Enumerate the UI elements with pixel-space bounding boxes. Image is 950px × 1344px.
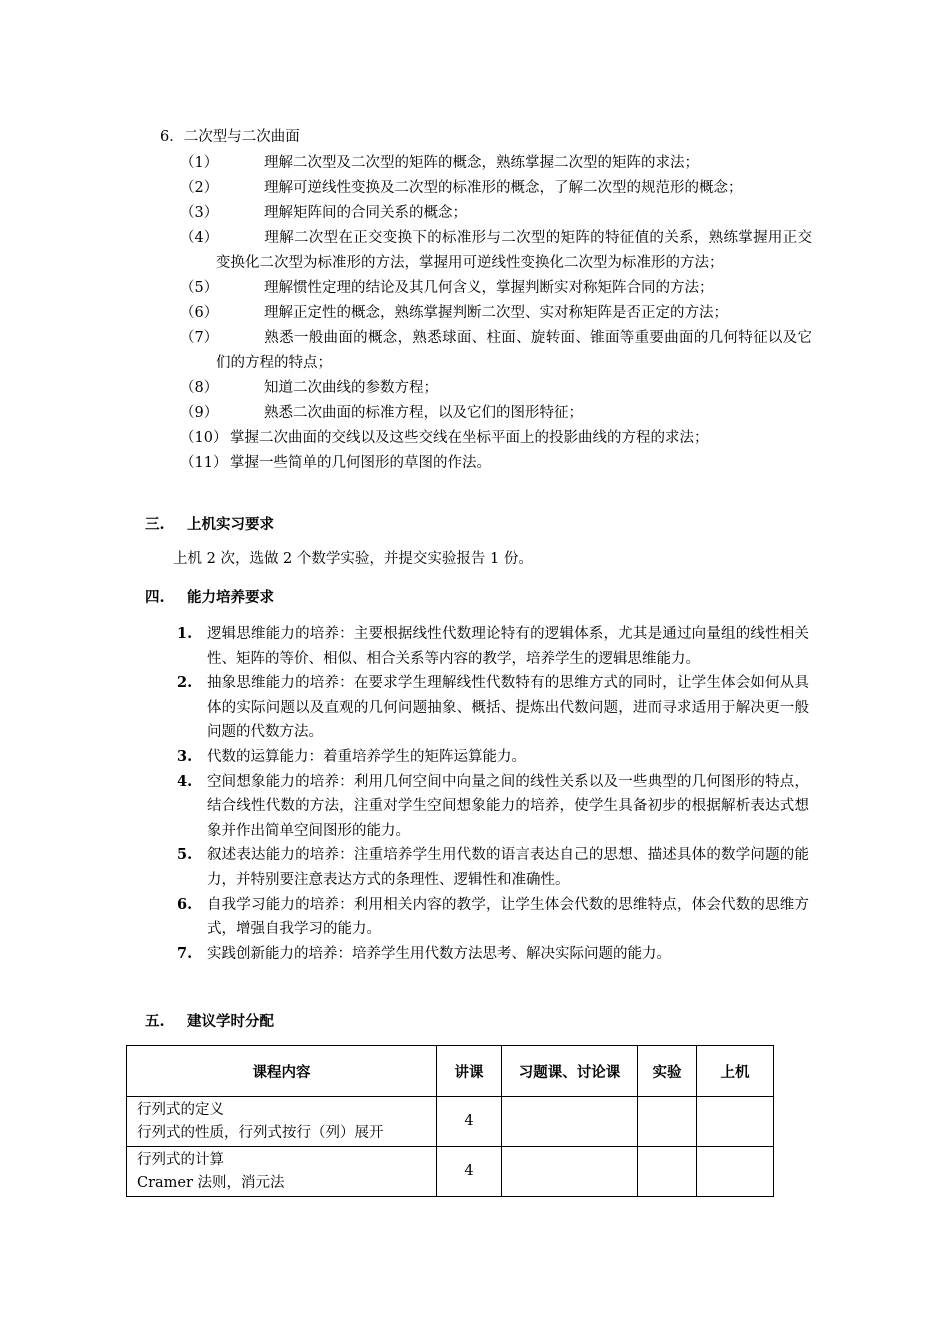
list-item: （11） 掌握一些简单的几何图形的草图的作法。 <box>180 455 491 471</box>
list-item: 1. 逻辑思维能力的培养：主要根据线性代数理论特有的逻辑体系，尤其是通过向量组的线性相关性、矩阵的等价、相似、相合关系等内容的教学，培养学生的逻辑思维能力。 <box>177 625 809 667</box>
header-exercise: 习题课、讨论课 <box>502 1046 638 1097</box>
experiment-cell <box>638 1097 697 1147</box>
header-computer: 上机 <box>697 1046 774 1097</box>
section-4-heading: 四. 能力培养要求 <box>145 589 274 606</box>
section-3-heading: 三. 上机实习要求 <box>145 516 274 533</box>
list-item: （9） 熟悉二次曲面的标准方程，以及它们的图形特征； <box>180 405 583 421</box>
list-item: （4） 理解二次型在正交变换下的标准形与二次型的矩阵的特征值的关系，熟练掌握用正交变换化二次型为标准形的方法，掌握用可逆线性变换化二次型为标准形的方法； <box>180 230 812 271</box>
list-item: 7. 实践创新能力的培养：培养学生用代数方法思考、解决实际问题的能力。 <box>177 944 671 962</box>
schedule-table <box>126 1045 774 1197</box>
lecture-cell: 4 <box>437 1147 502 1197</box>
list-item: （5） 理解惯性定理的结论及其几何含义，掌握判断实对称矩阵合同的方法； <box>180 280 714 296</box>
list-item: 3. 代数的运算能力：着重培养学生的矩阵运算能力。 <box>177 747 526 765</box>
list-item: （6） 理解正定性的概念，熟练掌握判断二次型、实对称矩阵是否正定的方法； <box>180 305 728 321</box>
list-item: （1） 理解二次型及二次型的矩阵的概念，熟练掌握二次型的矩阵的求法； <box>180 155 699 171</box>
computer-cell <box>697 1147 774 1197</box>
section-4-list <box>177 622 809 966</box>
list-item: 4. 空间想象能力的培养：利用几何空间中向量之间的线性关系以及一些典型的几何图形的特点，结合线性代数的方法，注重对学生空间想象能力的培养，使学生具备初步的根据解析表达式想象并作出简单空间图形的能力。 <box>177 772 809 839</box>
section-5-heading: 五. 建议学时分配 <box>145 1013 274 1030</box>
list-item: （3） 理解矩阵间的合同关系的概念； <box>180 205 467 221</box>
list-item: （8） 知道二次曲线的参数方程； <box>180 380 438 396</box>
computer-cell <box>697 1097 774 1147</box>
list-item: （2） 理解可逆线性变换及二次型的标准形的概念，了解二次型的规范形的概念； <box>180 180 743 196</box>
list-item: （10） 掌握二次曲面的交线以及这些交线在坐标平面上的投影曲线的方程的求法； <box>180 430 709 446</box>
section-6-title: 6．二次型与二次曲面 <box>160 129 300 145</box>
table-row <box>127 1147 774 1197</box>
content-cell: 行列式的定义 行列式的性质，行列式按行（列）展开 <box>127 1097 437 1147</box>
list-item: 6. 自我学习能力的培养：利用相关内容的教学，让学生体会代数的思维特点，体会代数的思维方式，增强自我学习的能力。 <box>177 895 809 938</box>
table-row <box>127 1097 774 1147</box>
list-item: （7） 熟悉一般曲面的概念，熟悉球面、柱面、旋转面、锥面等重要曲面的几何特征以及它们的方程的特点； <box>180 330 812 371</box>
list-item: 5. 叙述表达能力的培养：注重培养学生用代数的语言表达自己的思想、描述具体的数学问题的能力，并特别要注意表达方式的条理性、逻辑性和准确性。 <box>177 846 809 888</box>
header-content: 课程内容 <box>127 1046 437 1097</box>
header-experiment: 实验 <box>638 1046 697 1097</box>
table-header-row <box>127 1046 774 1097</box>
content-cell: 行列式的计算 Cramer 法则，消元法 <box>127 1147 437 1197</box>
lecture-cell: 4 <box>437 1097 502 1147</box>
section-3-text: 上机 2 次，选做 2 个数学实验，并提交实验报告 1 份。 <box>173 551 533 567</box>
experiment-cell <box>638 1147 697 1197</box>
header-lecture: 讲课 <box>437 1046 502 1097</box>
list-item: 2. 抽象思维能力的培养：在要求学生理解线性代数特有的思维方式的同时，让学生体会如何从具体的实际问题以及直观的几何问题抽象、概括、提炼出代数问题，进而寻求适用于解决更一般问题的代数方法。 <box>177 674 809 741</box>
exercise-cell <box>502 1147 638 1197</box>
exercise-cell <box>502 1097 638 1147</box>
section-6-list <box>180 151 812 476</box>
